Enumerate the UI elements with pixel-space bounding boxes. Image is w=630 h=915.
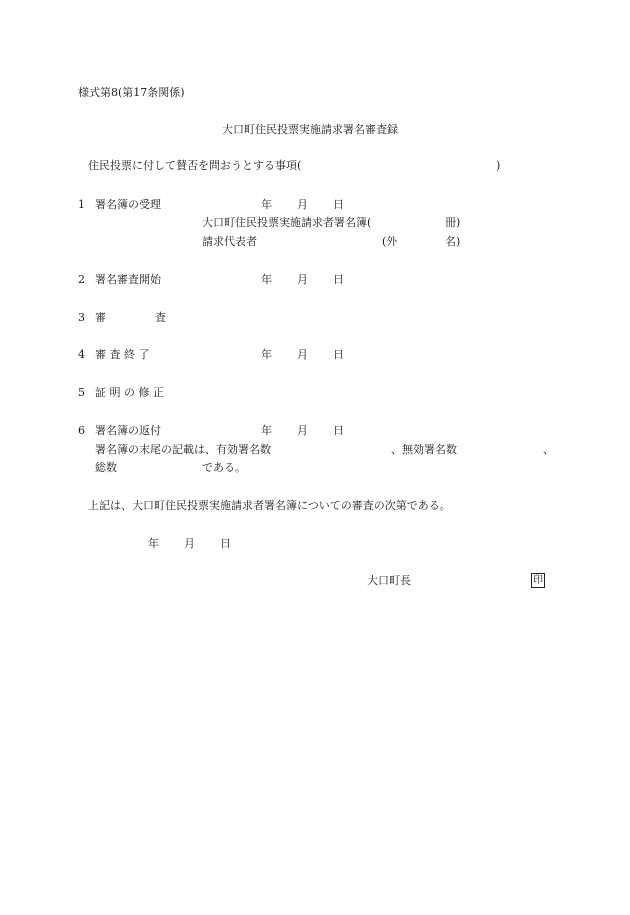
item-5-number: 5	[78, 386, 85, 399]
others-label: (外	[382, 235, 398, 248]
item-4-number: 4	[78, 348, 85, 361]
item-6-number: 6	[78, 424, 85, 437]
invalid-signatures-comma: 、	[543, 443, 554, 456]
document-title: 大口町住民投票実施請求署名審査録	[222, 123, 398, 136]
item-3-label-right: 査	[155, 311, 166, 324]
closing-day: 日	[220, 537, 231, 550]
item-6-month: 月	[297, 424, 308, 437]
item-1-number: 1	[78, 198, 85, 211]
item-2-number: 2	[78, 273, 85, 286]
others-unit: 名)	[445, 235, 461, 248]
item-3-number: 3	[78, 311, 85, 324]
item-6-year: 年	[261, 424, 272, 437]
item-1-label: 署名簿の受理	[95, 198, 161, 211]
item-1-year: 年	[261, 198, 272, 211]
intro-label: 住民投票に付して賛否を問おうとする事項(	[88, 159, 302, 172]
item-4-day: 日	[333, 348, 344, 361]
intro-close-paren: )	[496, 159, 501, 172]
invalid-signatures-label: 、無効署名数	[391, 443, 457, 456]
seal-mark: 印	[533, 575, 543, 586]
total-end-text: である。	[202, 461, 246, 474]
item-6-label: 署名簿の返付	[95, 424, 161, 437]
item-1-month: 月	[297, 198, 308, 211]
closing-month: 月	[184, 537, 195, 550]
form-reference: 様式第8(第17条関係)	[78, 86, 185, 99]
item-4-label: 審 査 終 了	[95, 348, 150, 361]
item-4-year: 年	[261, 348, 272, 361]
item-6-day: 日	[333, 424, 344, 437]
petition-book-label: 大口町住民投票実施請求者署名簿(	[202, 216, 372, 229]
signer-title: 大口町長	[367, 574, 411, 587]
petition-book-unit: 冊)	[445, 216, 461, 229]
item-4-month: 月	[297, 348, 308, 361]
item-2-month: 月	[297, 273, 308, 286]
closing-year: 年	[148, 537, 159, 550]
item-5-label: 証 明 の 修 正	[95, 386, 164, 399]
item-2-label: 署名審査開始	[95, 273, 161, 286]
item-2-year: 年	[261, 273, 272, 286]
valid-signatures-label: 署名簿の末尾の記載は、有効署名数	[95, 443, 271, 456]
closing-statement: 上記は、大口町住民投票実施請求者署名簿についての審査の次第である。	[88, 499, 451, 512]
item-3-label-left: 審	[95, 311, 106, 324]
item-2-day: 日	[333, 273, 344, 286]
item-1-day: 日	[333, 198, 344, 211]
total-label: 総数	[95, 461, 117, 474]
representative-label: 請求代表者	[202, 235, 257, 248]
